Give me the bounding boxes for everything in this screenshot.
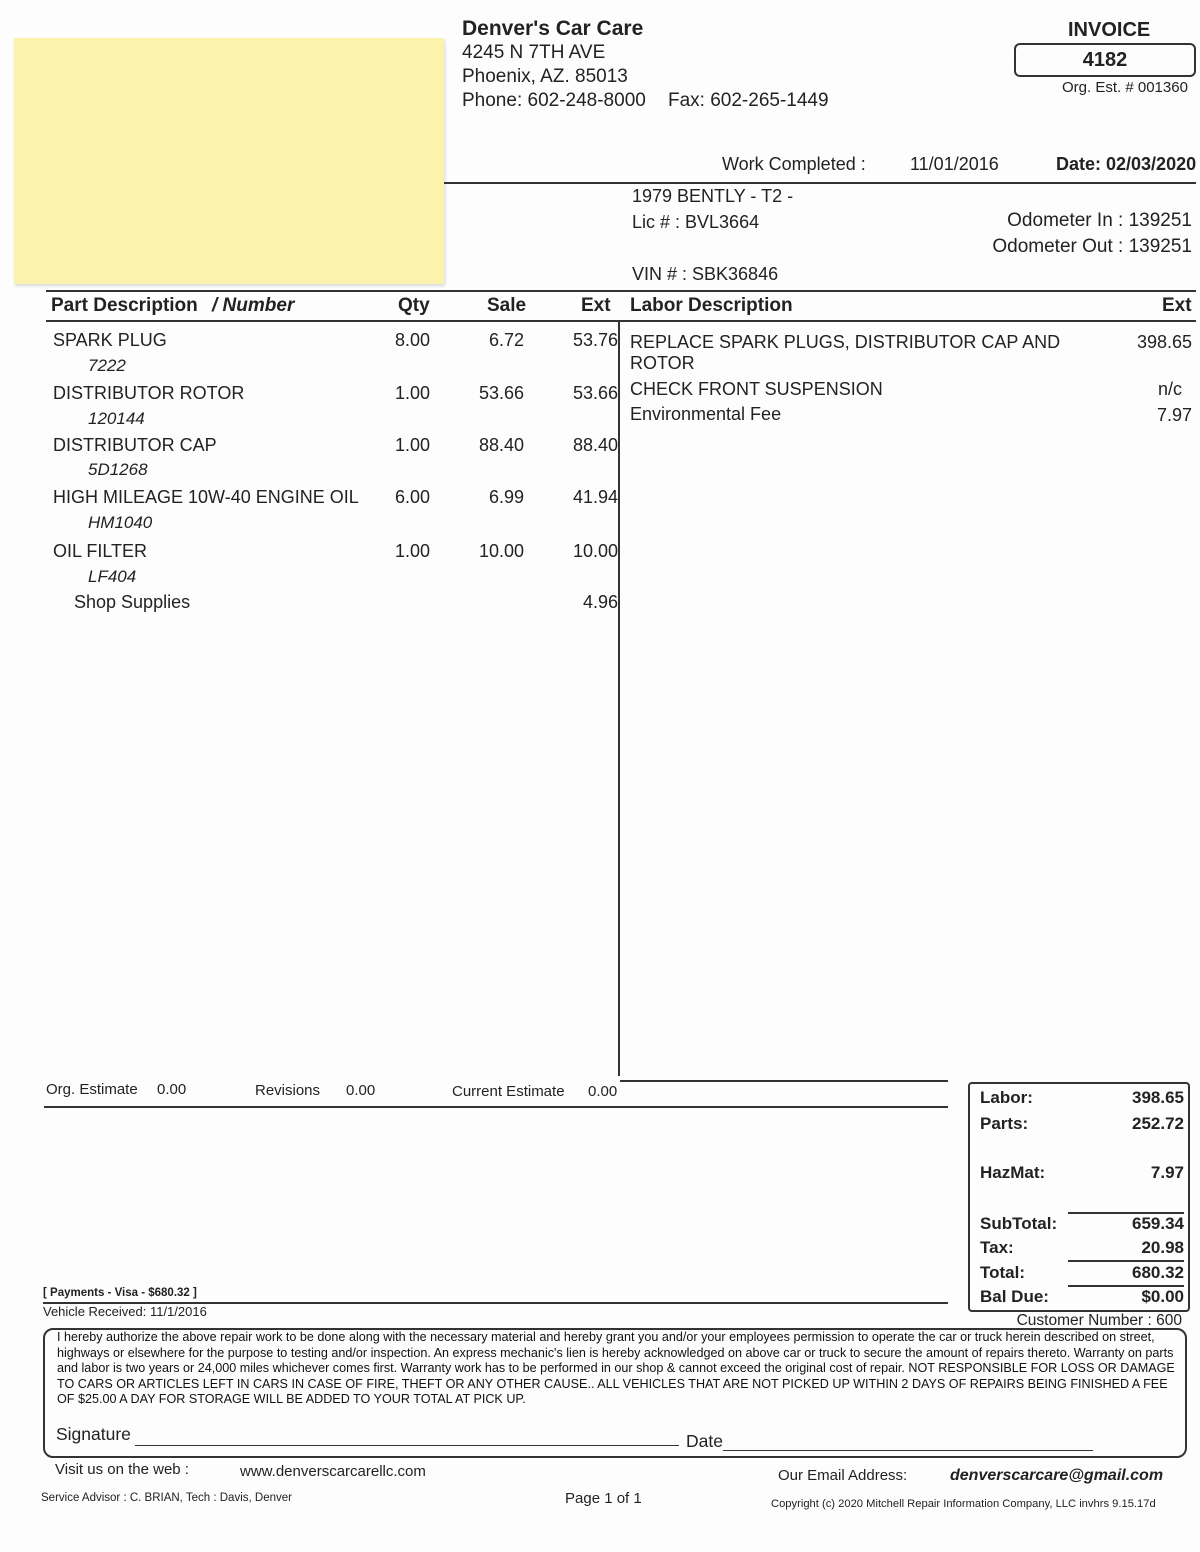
invoice-label: INVOICE [1068,19,1151,41]
bal-due-label: Bal Due: [980,1287,1049,1306]
labor-desc: REPLACE SPARK PLUGS, DISTRIBUTOR CAP AND [630,332,1061,352]
authorization-box [43,1328,1187,1458]
labor-ext-header: Ext [1162,295,1192,316]
labor-total: 398.65 [1132,1088,1184,1107]
shop-address: 4245 N 7TH AVE [462,42,606,63]
copyright: Copyright (c) 2020 Mitchell Repair Information Company, LLC invhrs 9.15.17d [771,1498,1156,1510]
date-label: Date [686,1431,723,1451]
part-qty: 8.00 [394,330,430,350]
part-name: SPARK PLUG [53,330,167,350]
part-name: DISTRIBUTOR CAP [53,435,217,455]
invoice-number: 4182 [1014,43,1196,77]
vehicle-desc: 1979 BENTLY - T2 - [632,186,794,206]
part-qty: 1.00 [394,383,430,403]
payments-note: [ Payments - Visa - $680.32 ] [43,1287,197,1299]
email-label: Our Email Address: [778,1467,908,1484]
labor-desc-cont: ROTOR [630,353,695,373]
hazmat-total: 7.97 [1150,1163,1184,1182]
revisions-label: Revisions [255,1082,321,1099]
totals-box [968,1082,1190,1312]
subtotal-label: SubTotal: [980,1214,1058,1233]
part-ext: 53.76 [572,330,618,350]
web-link[interactable]: www.denverscarcarellc.com [240,1463,426,1480]
date-line[interactable] [723,1450,1093,1451]
shop-phone: Phone: 602-248-8000 [462,90,646,111]
labor-ext: n/c [1157,379,1182,399]
divider [44,1106,948,1108]
total-label: Total: [980,1263,1026,1282]
org-estimate-value: 0.00 [157,1081,187,1098]
part-name: DISTRIBUTOR ROTOR [53,383,245,403]
email-link[interactable]: denverscarcare@gmail.com [950,1467,1164,1484]
vehicle-vin: VIN # : SBK36846 [632,264,779,284]
part-sale: 88.40 [478,435,524,455]
divider [1068,1260,1184,1262]
part-number: 7222 [88,356,126,375]
part-qty: 1.00 [394,541,430,561]
part-sale: 6.72 [488,330,524,350]
labor-desc: CHECK FRONT SUSPENSION [630,379,883,399]
current-estimate-value: 0.00 [588,1083,618,1100]
bal-due: $0.00 [1141,1287,1184,1306]
customer-number: Customer Number : 600 [1016,1312,1182,1329]
part-name: OIL FILTER [53,541,148,561]
vehicle-lic: Lic # : BVL3664 [632,212,760,232]
service-advisor: Service Advisor : C. BRIAN, Tech : Davis, Denver [41,1492,292,1504]
column-divider [618,320,620,1076]
work-completed-label: Work Completed : [722,154,866,174]
shop-city: Phoenix, AZ. 85013 [462,66,628,87]
odometer-out: Odometer Out : 139251 [992,236,1192,257]
invoice-date: Date: 02/03/2020 [1056,154,1197,174]
divider [620,1080,948,1082]
parts-total-label: Parts: [980,1114,1029,1133]
part-ext: 10.00 [572,541,618,561]
shop-supplies-ext: 4.96 [582,592,618,612]
labor-ext: 398.65 [1136,332,1192,352]
table-top-rule [46,290,1196,292]
shop-fax: Fax: 602-265-1449 [668,90,829,111]
part-ext: 88.40 [572,435,618,455]
part-ext: 53.66 [572,383,618,403]
work-completed-date: 11/01/2016 [910,154,999,174]
labor-desc: Environmental Fee [630,404,782,424]
subtotal: 659.34 [1132,1214,1184,1233]
part-qty: 1.00 [394,435,430,455]
part-number-header: / Number [212,295,295,316]
current-estimate-label: Current Estimate [452,1083,565,1100]
shop-name: Denver's Car Care [462,17,644,40]
org-estimate-label: Org. Estimate [46,1081,138,1098]
web-label: Visit us on the web : [55,1461,189,1478]
divider [444,182,1196,184]
ext-header: Ext [581,295,611,316]
parts-total: 252.72 [1132,1114,1184,1133]
signature-line[interactable] [135,1445,679,1446]
part-number: LF404 [88,567,137,586]
part-sale: 53.66 [478,383,524,403]
tax: 20.98 [1141,1238,1184,1257]
part-qty: 6.00 [394,487,430,507]
part-number: 5D1268 [88,460,148,479]
odometer-in: Odometer In : 139251 [1007,210,1192,231]
vehicle-received: Vehicle Received: 11/1/2016 [43,1304,207,1319]
qty-header: Qty [398,295,430,316]
part-sale: 10.00 [478,541,524,561]
hazmat-label: HazMat: [980,1163,1046,1182]
table-header-rule [46,320,1196,322]
part-ext: 41.94 [572,487,618,507]
sale-header: Sale [487,295,527,316]
labor-ext: 7.97 [1156,405,1192,425]
tax-label: Tax: [980,1238,1014,1257]
revisions-value: 0.00 [346,1082,376,1099]
org-est-number: Org. Est. # 001360 [1062,79,1188,96]
part-number: 120144 [88,409,145,428]
sticky-note [14,38,444,284]
page-number: Page 1 of 1 [565,1490,642,1507]
labor-total-label: Labor: [980,1088,1033,1107]
shop-supplies-label: Shop Supplies [74,592,191,612]
part-sale: 6.99 [488,487,524,507]
authorization-text: I hereby authorize the above repair work to be done along with the necessary material and hereby grant you and/or your employees permission to operate the car or truck herein described on street, highways or elsewhere for the purpose to testing and/or inspection. An express mechanic's lien is hereby acknowledged on above car or truck to secure the amount of repairs thereto. Warranty on parts and labor is two years or 24,000 miles whichever comes first. Warranty work has to be performed in our shop & cannot exceed the original cost of repair. NOT RESPONSIBLE FOR LOSS OR DAMAGE TO CARS OR ARTICLES LEFT IN CARS IN CASE OF FIRE, THEFT OR ANY OTHER CAUSE.. ALL VEHICLES THAT ARE NOT PICKED UP WITHIN 2 DAYS OF REPAIRS BEING FINISHED A FEE OF $25.00 A DAY FOR STORAGE WILL BE ADDED TO YOUR TOTAL AT PICK UP. [57,1330,1175,1406]
part-desc-header: Part Description [51,295,198,316]
signature-label: Signature [56,1424,131,1444]
labor-desc-header: Labor Description [630,295,793,316]
total: 680.32 [1132,1263,1184,1282]
part-name: HIGH MILEAGE 10W-40 ENGINE OIL [53,487,359,507]
part-number: HM1040 [88,513,153,532]
